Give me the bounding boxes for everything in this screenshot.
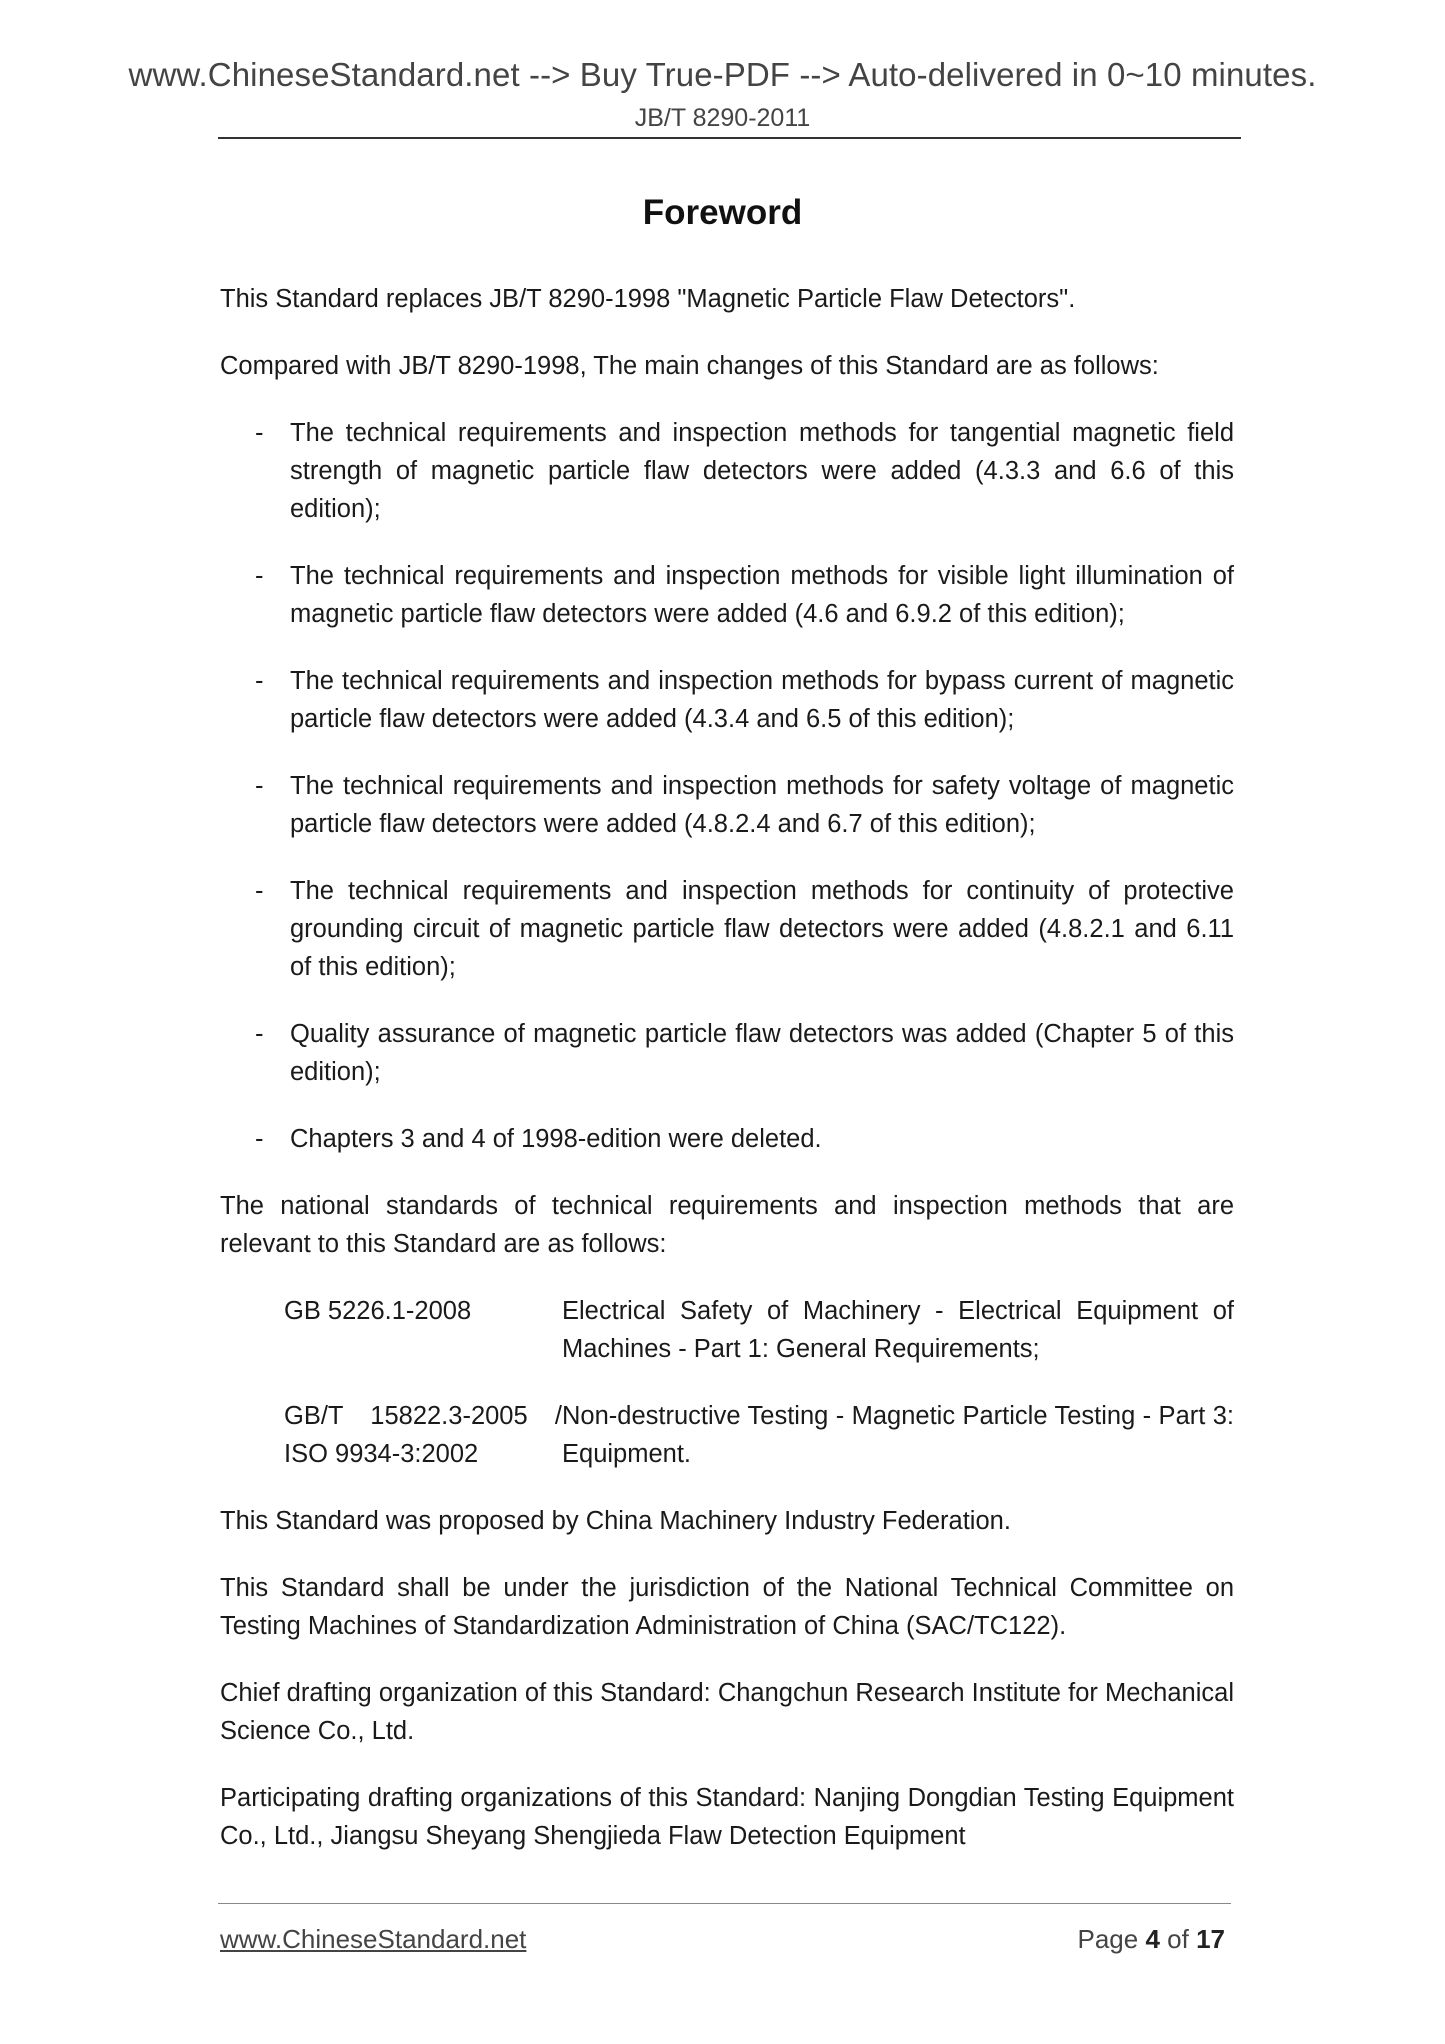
list-item xyxy=(220,557,1234,633)
page-total: 17 xyxy=(1196,1924,1225,1954)
national-standards-table xyxy=(284,1292,1234,1473)
footer-divider xyxy=(218,1903,1231,1904)
paragraph-changes-intro: Compared with JB/T 8290-1998, The main changes of this Standard are as follows: xyxy=(220,352,1159,380)
list-item xyxy=(220,414,1234,528)
document-body xyxy=(220,280,1234,1884)
header-divider xyxy=(218,137,1241,139)
list-item-text: The technical requirements and inspection methods for safety voltage of magnetic particle flaw detectors were added (4.8.2.4 and 6.7 of this edition); xyxy=(290,772,1234,838)
list-item xyxy=(220,872,1234,986)
page-label: Page xyxy=(1077,1924,1139,1954)
list-dash: - xyxy=(255,772,264,800)
footer-site-link[interactable]: www.ChineseStandard.net xyxy=(220,1924,527,1954)
footer-page-number xyxy=(1077,1924,1225,1955)
table-row-gap xyxy=(284,1368,1234,1397)
paragraph-replaces: This Standard replaces JB/T 8290-1998 "Magnetic Particle Flaw Detectors". xyxy=(220,285,1076,313)
paragraph-chief-drafter: Chief drafting organization of this Standard: Changchun Research Institute for Mechanical Science Co., Ltd. xyxy=(220,1679,1234,1745)
paragraph-proposed-by: This Standard was proposed by China Machinery Industry Federation. xyxy=(220,1507,1011,1535)
paragraph-participating-drafters: Participating drafting organizations of this Standard: Nanjing Dongdian Testing Equipment Co., Ltd., Jiangsu Sheyang Shengjieda Flaw Detection Equipment xyxy=(220,1784,1234,1850)
list-item-text: The technical requirements and inspection methods for visible light illumination of magnetic particle flaw detectors were added (4.6 and 6.9.2 of this edition); xyxy=(290,562,1234,628)
list-item-text: The technical requirements and inspection methods for tangential magnetic field strength of magnetic particle flaw detectors were added (4.3.3 and 6.6 of this edition); xyxy=(290,419,1234,523)
list-dash: - xyxy=(255,1125,264,1153)
list-dash: - xyxy=(255,877,264,905)
standard-name: Non-destructive Testing - Magnetic Particle Testing - Part 3: Equipment. xyxy=(562,1402,1234,1468)
list-item-text: Chapters 3 and 4 of 1998-edition were deleted. xyxy=(290,1125,822,1153)
list-item-text: The technical requirements and inspection methods for bypass current of magnetic particle flaw detectors were added (4.3.4 and 6.5 of this edition); xyxy=(290,667,1234,733)
table-row xyxy=(284,1397,1234,1473)
list-dash: - xyxy=(255,419,264,447)
list-item xyxy=(220,1015,1234,1091)
list-item xyxy=(220,1120,1234,1158)
list-dash: - xyxy=(255,667,264,695)
paragraph-jurisdiction: This Standard shall be under the jurisdiction of the National Technical Committee on Testing Machines of Standardization Administration of China (SAC/TC122). xyxy=(220,1574,1234,1640)
page-of: of xyxy=(1167,1924,1189,1954)
list-dash: - xyxy=(255,1020,264,1048)
standard-name: Electrical Safety of Machinery - Electrical Equipment of Machines - Part 1: General Requirements; xyxy=(562,1297,1234,1363)
list-item-text: The technical requirements and inspection methods for continuity of protective grounding circuit of magnetic particle flaw detectors were added (4.8.2.1 and 6.11 of this edition); xyxy=(290,877,1234,981)
list-dash: - xyxy=(255,562,264,590)
standard-code: GB/T 15822.3-2005 / ISO 9934-3:2002 xyxy=(284,1402,562,1468)
standard-code: GB 5226.1-2008 xyxy=(284,1297,472,1325)
header-doc-code: JB/T 8290-2011 xyxy=(634,104,811,132)
header-banner[interactable]: www.ChineseStandard.net --> Buy True-PDF --> Auto-delivered in 0~10 minutes. xyxy=(128,56,1317,93)
list-item xyxy=(220,767,1234,843)
paragraph-national-intro: The national standards of technical requirements and inspection methods that are relevant to this Standard are as follows: xyxy=(220,1192,1234,1258)
page-current: 4 xyxy=(1145,1924,1160,1954)
table-row xyxy=(284,1292,1234,1368)
list-item xyxy=(220,662,1234,738)
page-title: Foreword xyxy=(642,193,803,232)
list-item-text: Quality assurance of magnetic particle flaw detectors was added (Chapter 5 of this edition); xyxy=(290,1020,1234,1086)
changes-list xyxy=(220,414,1234,1158)
